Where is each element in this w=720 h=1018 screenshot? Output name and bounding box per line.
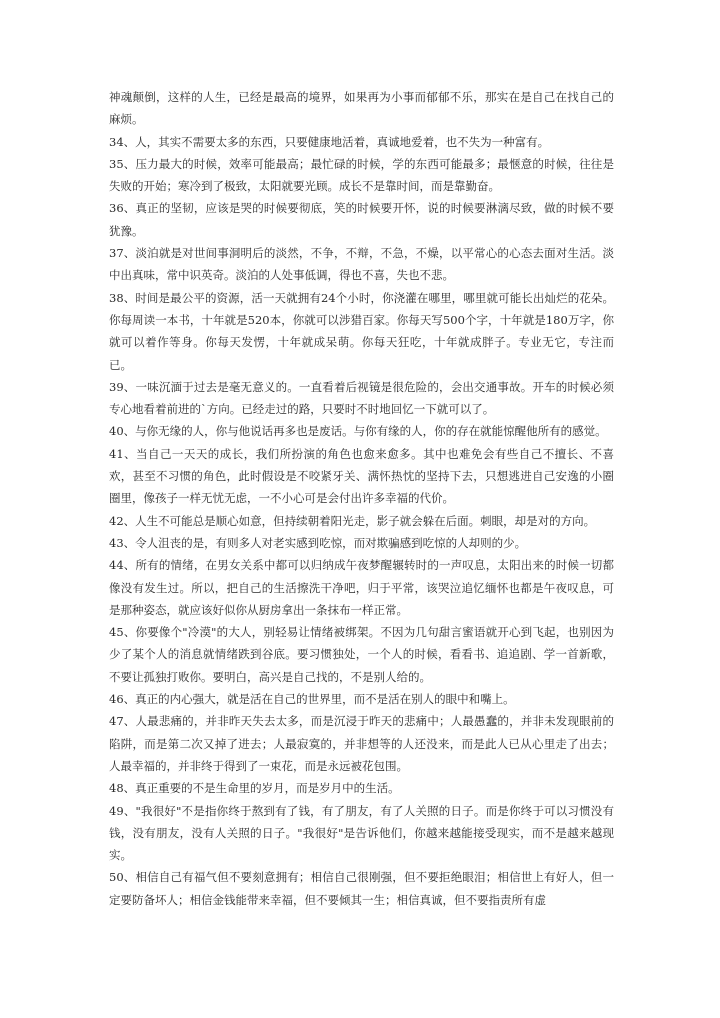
paragraph-40: 40、与你无缘的人，你与他说话再多也是废话。与你有缘的人，你的存在就能惊醒他所有的感觉。 [109, 424, 607, 439]
paragraph-continuation: 神魂颠倒，这样的人生，已经是最高的境界，如果再为小事而郁郁不乐，那实在是自己在找自己的麻烦。 [109, 90, 614, 127]
paragraph-35: 35、压力最大的时候，效率可能最高；最忙碌的时候，学的东西可能最多；最惬意的时候，往往是失败的开始；寒冷到了极致，太阳就要光顾。成长不是靠时间，而是靠勤奋。 [109, 156, 614, 194]
paragraph-46: 46、真正的内心强大，就是活在自己的世界里，而不是活在别人的眼中和嘴上。 [109, 692, 515, 707]
paragraph-49: 49、"我很好"不是指你终于熬到有了钱，有了朋友，有了人关照的日子。而是你终于可以习惯没有钱，没有朋友，没有人关照的日子。"我很好"是告诉他们，你越来越能接受现实，而不是越来越现实。 [109, 803, 614, 863]
document-body [109, 86, 614, 911]
paragraph-43: 43、令人沮丧的是，有则多人对老实感到吃惊，而对欺骗感到吃惊的人却则的少。 [109, 535, 527, 550]
paragraph-34: 34、人，其实不需要太多的东西，只要健康地活着，真诚地爱着，也不失为一种富有。 [109, 134, 550, 149]
paragraph-36: 36、真正的坚韧，应该是哭的时候要彻底，笑的时候要开怀，说的时候要淋漓尽致，做的时候不要犹豫。 [109, 201, 614, 238]
paragraph-38: 38、时间是最公平的资源，活一天就拥有24个小时，你浇灌在哪里，哪里就可能长出灿烂的花朵。你每周读一本书，十年就是520本，你就可以涉猎百家。你每天写500个字，十年就是180万字，你就可以着作等身。你每天发愣，十年就成呆萌。你每天狂吃，十年就成胖子。专业无它，专注而已。 [109, 290, 614, 372]
paragraph-41: 41、当自己一天天的成长，我们所扮演的角色也愈来愈多。其中也难免会有些自己不擅长、不喜欢，甚至不习惯的角色，此时假设是不咬紧牙关、满怀热忱的坚持下去，只想逃进自己安逸的小圈圈里，像孩子一样无忧无虑，一不小心可是会付出许多幸福的代价。 [109, 446, 614, 506]
paragraph-37: 37、淡泊就是对世间事洞明后的淡然，不争，不辩，不急，不燥，以平常心的心态去面对生活。淡中出真味，常中识英奇。淡泊的人处事低调，得也不喜，失也不悲。 [109, 246, 614, 283]
paragraph-50: 50、相信自己有福气但不要刻意拥有；相信自己很刚强，但不要拒绝眼泪；相信世上有好人，但一定要防备坏人；相信金钱能带来幸福，但不要倾其一生；相信真诚，但不要指责所有虚 [109, 870, 614, 907]
paragraph-48: 48、真正重要的不是生命里的岁月，而是岁月中的生活。 [109, 781, 400, 796]
paragraph-39: 39、一味沉湎于过去是毫无意义的。一直看着后视镜是很危险的，会出交通事故。开车的时候必须专心地看着前进的`方向。已经走过的路，只要时不时地回忆一下就可以了。 [109, 379, 614, 417]
paragraph-44: 44、所有的情绪，在男女关系中都可以归纳成午夜梦醒辗转时的一声叹息，太阳出来的时候一切都像没有发生过。所以，把自己的生活擦洗干净吧，归于平常，该哭泣追忆缅怀也都是午夜叹息，可是那种姿态，就应该好似你从厨房拿出一条抹布一样正常。 [109, 558, 614, 617]
paragraph-45: 45、你要像个"冷漠"的大人，别轻易让情绪被绑架。不因为几句甜言蜜语就开心到飞起，也别因为少了某个人的消息就情绪跌到谷底。要习惯独处，一个人的时候，看看书、追追剧、学一首新歌，不要让孤独打败你。要明白，高兴是自己找的，不是别人给的。 [109, 625, 614, 684]
paragraph-47: 47、人最悲痛的，并非昨天失去太多，而是沉浸于昨天的悲痛中；人最愚蠢的，并非未发现眼前的陷阱，而是第二次又掉了进去；人最寂寞的，并非想等的人还没来，而是此人已从心里走了出去；人最幸福的，并非终于得到了一束花，而是永远被花包围。 [109, 714, 614, 773]
paragraph-42: 42、人生不可能总是顺心如意，但持续朝着阳光走，影子就会躲在后面。刺眼，却是对的方向。 [109, 513, 596, 528]
